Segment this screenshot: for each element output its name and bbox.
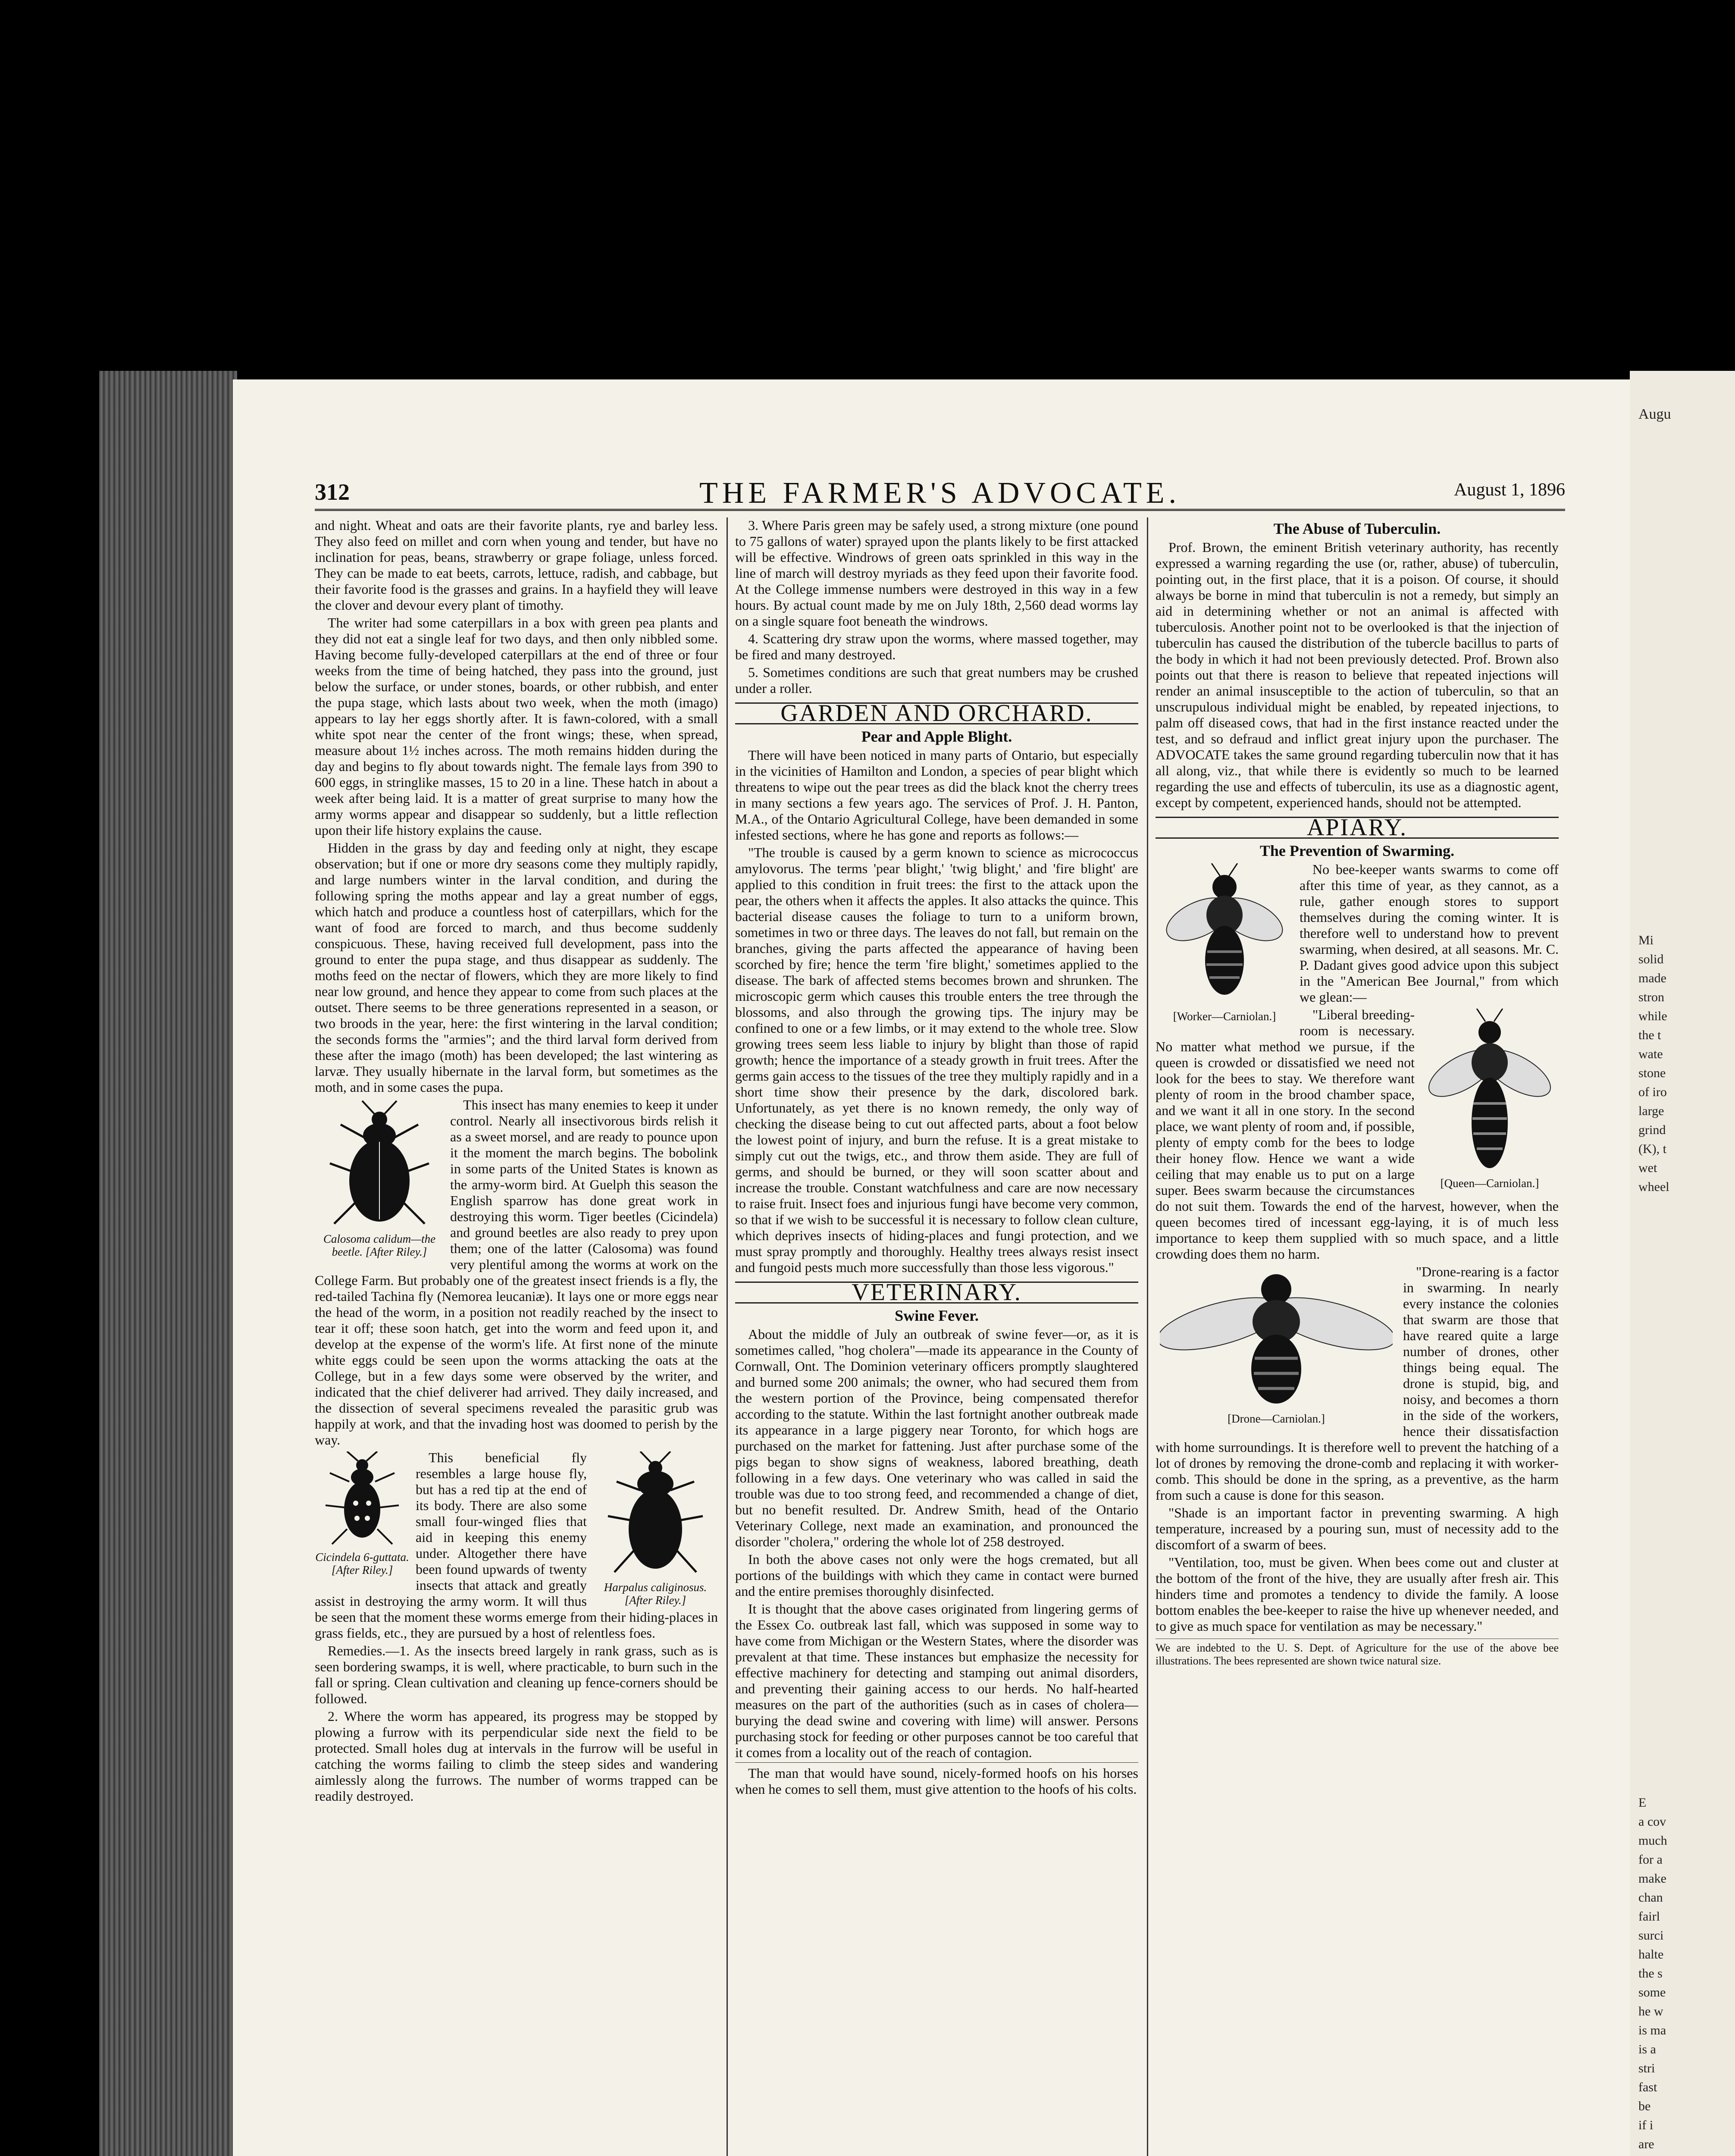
figure-cicindela xyxy=(315,1451,410,1576)
adjacent-page-fragment: if i xyxy=(1638,2118,1654,2132)
section-heading-garden: GARDEN AND ORCHARD. xyxy=(735,702,1138,724)
figure-harpalus xyxy=(593,1451,718,1607)
beetle-illustration xyxy=(604,1451,707,1576)
adjacent-page-fragment: E xyxy=(1638,1796,1647,1810)
paragraph: "Ventilation, too, must be given. When bees come out and cluster at the bottom of the front of the hive, they are usually after fresh air. This hinders time and promotes a tendency to divide the family. A loose bottom enables the bee-keeper to raise the hive up whenever needed, and to give as much space for ventilation as may be necessary." xyxy=(1156,1554,1559,1634)
adjacent-page-fragment xyxy=(1638,2154,1656,2156)
bee-illustration xyxy=(1425,1009,1554,1172)
section-heading-apiary: APIARY. xyxy=(1156,817,1559,839)
bee-illustration xyxy=(1160,1266,1393,1408)
adjacent-page-fragment: is a xyxy=(1638,2042,1656,2056)
beetle-illustration xyxy=(323,1099,435,1228)
paragraph: About the middle of July an outbreak of swine fever—or, as it is sometimes called, "hog cholera"—made its appearance in the County of Cornwall, Ont. The Dominion veterinary officers promptly slaughtered and burned some 200 animals; the owner, who had secured them from the western portion of the Province, being compensated therefor according to the statute. Within the last fortnight another outbreak made its appearance in a large piggery near Toronto, for which hogs are purchased on the market for fattening. Just after purchase some of the pigs began to show signs of weakness, labored breathing, death following in a few days. One veterinary who was called in said the trouble was due to too strong feed, and recommended a change of diet, but no benefit resulted. Dr. Andrew Smith, head of the Ontario Veterinary College, next made an examination, and pronounced the disorder "cholera," ordering the whole lot of 258 destroyed. xyxy=(735,1326,1138,1549)
adjacent-page-header: Augu xyxy=(1638,406,1671,422)
adjacent-page-fragment: some xyxy=(1638,1985,1666,1999)
column-1 xyxy=(315,517,718,1806)
adjacent-page-fragment: fairl xyxy=(1638,1909,1660,1924)
paragraph: There will have been noticed in many parts of Ontario, but especially in the vicinities of Hamilton and London, a species of pear blight which threatens to wipe out the pear trees as did the black knot the cherry trees in many sections a few years ago. The services of Prof. J. H. Panton, M.A., of the Ontario Agricultural College, have been demanded in some infested sections, where he has gone and reports as follows:— xyxy=(735,747,1138,843)
adjacent-page-fragment: wet xyxy=(1638,1161,1657,1175)
figure-caption: [Drone—Carniolan.] xyxy=(1228,1412,1325,1425)
figure-caption: Harpalus caliginosus. [After Riley.] xyxy=(604,1581,707,1607)
article-title: The Prevention of Swarming. xyxy=(1259,842,1455,859)
figure-caption: [Worker—Carniolan.] xyxy=(1173,1010,1276,1023)
adjacent-page-fragment: wheel xyxy=(1638,1180,1669,1194)
paragraph: 3. Where Paris green may be safely used, a strong mixture (one pound to 75 gallons of water) sprayed upon the plants likely to be first attacked will be effective. Windrows of green oats sprinkled in this way in the line of march will destroy myriads as they feed upon their favorite food. At the College immense numbers were destroyed in this way in a few hours. By actual count made by me on July 18th, 2,560 dead worms lay on a single square foot beneath the windrows. xyxy=(735,517,1138,629)
article-title: The Abuse of Tuberculin. xyxy=(1273,520,1441,537)
footnote: We are indebted to the U. S. Dept. of Agriculture for the use of the above bee illustrations. The bees represented are shown twice natural size. xyxy=(1156,1639,1559,1667)
article-title: Pear and Apple Blight. xyxy=(861,728,1012,745)
paragraph: No bee-keeper wants swarms to come off after this time of year, as they cannot, as a rule, gather enough stores to support themselves during the coming winter. It is therefore well to understand how to prevent swarming, when desired, at all seasons. Mr. C. P. Dadant gives good advice upon this subject in the "American Bee Journal," from which we glean:— xyxy=(1300,862,1559,1005)
adjacent-page-fragment: fast xyxy=(1638,2080,1657,2094)
article-title: Swine Fever. xyxy=(895,1307,979,1324)
adjacent-page-fragment: made xyxy=(1638,971,1666,985)
adjacent-page-fragment: surci xyxy=(1638,1928,1664,1943)
adjacent-page-fragment: the t xyxy=(1638,1028,1661,1042)
adjacent-page-fragment: the s xyxy=(1638,1966,1663,1981)
adjacent-page-fragment: Mi xyxy=(1638,933,1654,947)
figure-caption: Calosoma calidum—the beetle. [After Riley.] xyxy=(323,1232,436,1258)
figure-caption: Cicindela 6-guttata. [After Riley.] xyxy=(315,1551,409,1576)
adjacent-page-fragment: are xyxy=(1638,2137,1654,2151)
adjacent-page-fragment: large xyxy=(1638,1104,1664,1118)
figure-caption: [Queen—Carniolan.] xyxy=(1440,1177,1539,1190)
paragraph: In both the above cases not only were the hogs cremated, but all portions of the buildings with which they came in contact were burned and the entire premises thoroughly disinfected. xyxy=(735,1551,1138,1599)
adjacent-page-fragment: of iro xyxy=(1638,1085,1667,1099)
book-binding xyxy=(99,371,237,2156)
adjacent-page-fragment: halte xyxy=(1638,1947,1664,1962)
adjacent-page-fragment: be xyxy=(1638,2099,1651,2113)
figure-worker-bee xyxy=(1156,863,1293,1023)
paragraph: Hidden in the grass by day and feeding only at night, they escape observation; but if one or more dry seasons come they multiply rapidly, and large numbers winter in the larval condition, and during the following spring the moths appear and lay a great number of eggs, which hatch and produce a countless host of caterpillars, which for the want of food are forced to march, and thus become suddenly conspicuous. These, having received full development, pass into the ground to enter the pupa stage, and thus disappear as suddenly. The moths feed on the nectar of flowers, which they are more likely to find near low ground, and hence they appear to come from such places at the outset. There seems to be three generations represented in a season, or two broods in the year, here: the first wintering in the larval condition; the seconds forms the "armies"; and the third larval form derived from these after the imago (moth) has been developed; the last wintering as larvæ. They usually hibernate in the larval form, but sometimes as the moth, and in some cases the pupa. xyxy=(315,840,718,1095)
adjacent-page-fragment: is ma xyxy=(1638,2023,1666,2037)
adjacent-page-fragment: much xyxy=(1638,1833,1667,1848)
adjacent-page-fragment: grind xyxy=(1638,1123,1666,1137)
column-rule xyxy=(727,517,728,2156)
beetle-illustration xyxy=(323,1451,401,1546)
paragraph: This insect has many enemies to keep it under control. Nearly all insectivorous birds relish it as a sweet morsel, and are ready to pounce upon it the moment the march begins. The bobolink in some parts of the United States is known as the army-worm bird. At Guelph this season the English sparrow has done great work in destroying this worm. Tiger beetles (Cicindela) and ground beetles are also ready to prey upon them; one of the latter (Calosoma) was found very plentiful among the worms at work on the College Farm. But probably one of the greatest insect friends is a fly, the red-tailed Tachina fly (Nemorea leucaniæ). It lays one or more eggs near the head of the worm, in a position not readily reached by the insect to tear it off; these soon hatch, get into the worm and feed upon it, and develop at the expense of the worm's life. At first none of the minute white eggs could be seen upon the worms attacking the oats at the College, but in a few days some were observed by the writer, and indicated that the chief deliverer had arrived. They daily increased, and the dissection of several specimens revealed the parasitic grub was happily at work, and that the invading host was doomed to perish by the way. xyxy=(315,1097,718,1448)
paragraph: Remedies.—1. As the insects breed largely in rank grass, such as is seen bordering swamps, it is well, where practicable, to burn such in the fall or spring. Clean cultivation and cleaning up fence-corners should be followed. xyxy=(315,1643,718,1706)
adjacent-page-fragment: (K), t xyxy=(1638,1142,1666,1156)
adjacent-page-fragment: while xyxy=(1638,1009,1667,1023)
paragraph: "Shade is an important factor in preventing swarming. A high temperature, increased by a pouring sun, must of necessity add to the discomfort of a swarm of bees. xyxy=(1156,1505,1559,1552)
figure-drone-bee xyxy=(1156,1266,1397,1425)
paragraph: 5. Sometimes conditions are such that great numbers may be crushed under a roller. xyxy=(735,664,1138,696)
adjacent-page-fragment: he w xyxy=(1638,2004,1663,2018)
figure-calosoma xyxy=(315,1099,444,1258)
masthead: THE FARMER'S ADVOCATE. xyxy=(699,476,1181,510)
adjacent-page-fragment: make xyxy=(1638,1871,1666,1886)
adjacent-page-fragment: wate xyxy=(1638,1047,1663,1061)
page-header xyxy=(315,470,1565,511)
paragraph: and night. Wheat and oats are their favorite plants, rye and barley less. They also feed on millet and corn when young and tender, but have no inclination for peas, beans, strawberry or grape foliage, unless forced. They can be made to eat beets, carrots, lettuce, radish, and cabbage, but their favorite food is the grasses and grains. In a hayfield they will leave the clover and devour every plant of timothy. xyxy=(315,517,718,613)
paragraph: It is thought that the above cases originated from lingering germs of the Essex Co. outbreak last fall, which was supposed in some way to have come from Michigan or the Western States, where the disorder was prevalent at that time. These instances but emphasize the necessity for effective machinery for detecting and stamping out animal disorders, and preventing their gaining access to our herds. No half-hearted measures on the part of the authorities (such as in cases of cholera—burying the dead swine and covering with lime) will answer. Persons purchasing stock for feeding or other purposes cannot be too careful that it comes from a locality out of the reach of contagion. xyxy=(735,1601,1138,1760)
column-2 xyxy=(735,517,1138,1799)
adjacent-page-fragment: stron xyxy=(1638,990,1664,1004)
adjacent-page-fragment: stri xyxy=(1638,2061,1655,2075)
paragraph: "Drone-rearing is a factor in swarming. In nearly every instance the colonies that swarm are those that have reared quite a large number of drones, other things being equal. The drone is stupid, big, and noisy, and becomes a thorn in the side of the workers, hence their dissatisfaction with home surroundings. It is therefore well to prevent the hatching of a lot of drones by removing the drone-comb and replacing it with worker-comb. This should be done in the spring, as a preventive, as the harm from such a cause is done for this season. xyxy=(1156,1264,1559,1503)
paragraph: "Liberal breeding-room is necessary. No matter what method we pursue, if the queen is crowded or dissatisfied we need not look for the bees to stay. We therefore want plenty of room in the brood chamber space, and we want it all in one story. In the second place, we want plenty of room and, if possible, plenty of empty comb for the bees to lodge their honey flow. Hence we want a wide ceiling that may enable us to put on a large super. Bees swarm because the circumstances do not suit them. Towards the end of the harvest, however, when the queen becomes tired of incessant egg-laying, it is of much less importance to keep them supplied with so much space, and a little crowding does them no harm. xyxy=(1156,1007,1559,1262)
paragraph: This beneficial fly resembles a large house fly, but has a red tip at the end of its body. There are also some small four-winged flies that aid in keeping this enemy under. Altogether there have been found upwards of twenty insects that attack and greatly assist in destroying the army worm. It will thus be seen that the moment these worms emerge from their hiding-places in grass fields, etc., they are pursued by a host of relentless foes. xyxy=(315,1450,718,1641)
adjacent-page-fragment: chan xyxy=(1638,1890,1663,1905)
figure-queen-bee xyxy=(1421,1009,1559,1190)
adjacent-page-fragment: stone xyxy=(1638,1066,1666,1080)
bee-illustration xyxy=(1160,863,1289,1006)
paragraph: The man that would have sound, nicely-formed hoofs on his horses when he comes to sell them, must give attention to the hoofs of his colts. xyxy=(735,1762,1138,1797)
adjacent-page-fragment: a cov xyxy=(1638,1814,1666,1829)
adjacent-page-fragment: for a xyxy=(1638,1852,1663,1867)
paragraph: 4. Scattering dry straw upon the worms, where massed together, may be fired and many destroyed. xyxy=(735,631,1138,662)
paragraph: "The trouble is caused by a germ known to science as micrococcus amylovorus. The terms 'pear blight,' 'twig blight,' and 'fire blight' are applied to this condition in fruit trees: the first to the attack upon the pear, the others when it affects the apples. It also attacks the quince. This bacterial disease causes the foliage to turn to a uniform brown, sometimes in two or three days. The leaves do not fall, but remain on the branches, giving the parts affected the appearance of having been scorched by fire; hence the term 'fire blight,' sometimes applied to the disease. The bark of affected stems becomes brown and shrunken. The microscopic germ which causes this trouble enters the tree through the blossoms, and also through the growing tips. The injury may be confined to one or a few limbs, or it may extend to the whole tree. Slow growing trees seem less liable to injury by blight than those of rapid growth; hence the importance of a steady growth in fruit trees. After the germs gain access to the tissues of the tree they multiply rapidly and in a short time show their presence by the dark, discolored bark. Unfortunately, as yet there is no known remedy, the only way of checking the disease being to cut out affected parts, about a foot below the lowest point of injury, and burn the refuse. It is a great mistake to simply cut out the twigs, etc., and throw them aside. They are full of germs, and should be burned, or they will soon scatter about and increase the trouble. Constant watchfulness and care are now necessary to raise fruit. Insect foes and injurious fungi have become very common, so that if we wish to be successful it is necessary to follow clean culture, which deprives insects of hiding-places and fungi protection, and we must spray promptly and thoroughly. Healthy trees always resist insect and fungoid pests much more successfully than those less vigorous." xyxy=(735,845,1138,1275)
section-heading-veterinary: VETERINARY. xyxy=(735,1282,1138,1304)
page-number: 312 xyxy=(315,479,350,505)
column-3 xyxy=(1156,517,1559,1667)
adjacent-page xyxy=(1630,371,1735,2156)
paragraph: 2. Where the worm has appeared, its progress may be stopped by plowing a furrow with its perpendicular side next the field to be protected. Small holes dug at intervals in the furrow will be useful in catching the worms failing to climb the steep sides and wandering aimlessly along the furrows. The number of worms trapped can be readily destroyed. xyxy=(315,1708,718,1804)
column-rule xyxy=(1147,517,1148,2156)
adjacent-page-fragment: solid xyxy=(1638,952,1664,966)
paragraph: Prof. Brown, the eminent British veterinary authority, has recently expressed a warning regarding the use (or, rather, abuse) of tuberculin, pointing out, in the first place, that it is a poison. Of course, it should always be borne in mind that tuberculin is not a remedy, but simply an aid in determining whether or not an animal is affected with tuberculosis. Another point not to be overlooked is that the injection of tuberculin has caused the distribution of the tubercle bacillus to parts of the body in which it had not been previously detected. Prof. Brown also points out that there is reason to believe that repeated injections will render an animal insusceptible to the action of tuberculin, so that an unscrupulous individual might be enabled, by repeated injections, to palm off diseased cows, that had in the first instance reacted under the test, and so defraud and inflict great injury upon the purchaser. The ADVOCATE takes the same ground regarding tuberculin now that it has all along, viz., that while there is evidently so much to be learned regarding the use and effects of tuberculin, its use as a diagnostic agent, except by competent, experienced hands, should not be attempted. xyxy=(1156,539,1559,810)
paragraph: The writer had some caterpillars in a box with green pea plants and they did not eat a single leaf for two days, and then only nibbled some. Having become fully-developed caterpillars at the end of three or four weeks from the time of being hatched, they pass into the ground, just below the surface, or under stones, boards, or other rubbish, and enter the pupa stage, which lasts about two week, when the moth (imago) appears to lay her eggs shortly after. It is fawn-colored, with a small white spot near the center of the front wings; these, when spread, measure about 1½ inches across. The moth remains hidden during the day and begins to fly about towards night. The female lays from 390 to 600 eggs, in stringlike masses, 15 to 20 in a line. These hatch in about a week after being laid. It is a matter of great surprise to many how the army worms appear and disappear so suddenly, but a little reflection upon their life history explains the cause. xyxy=(315,615,718,838)
issue-date: August 1, 1896 xyxy=(1454,480,1565,500)
newspaper-page xyxy=(233,379,1630,2156)
